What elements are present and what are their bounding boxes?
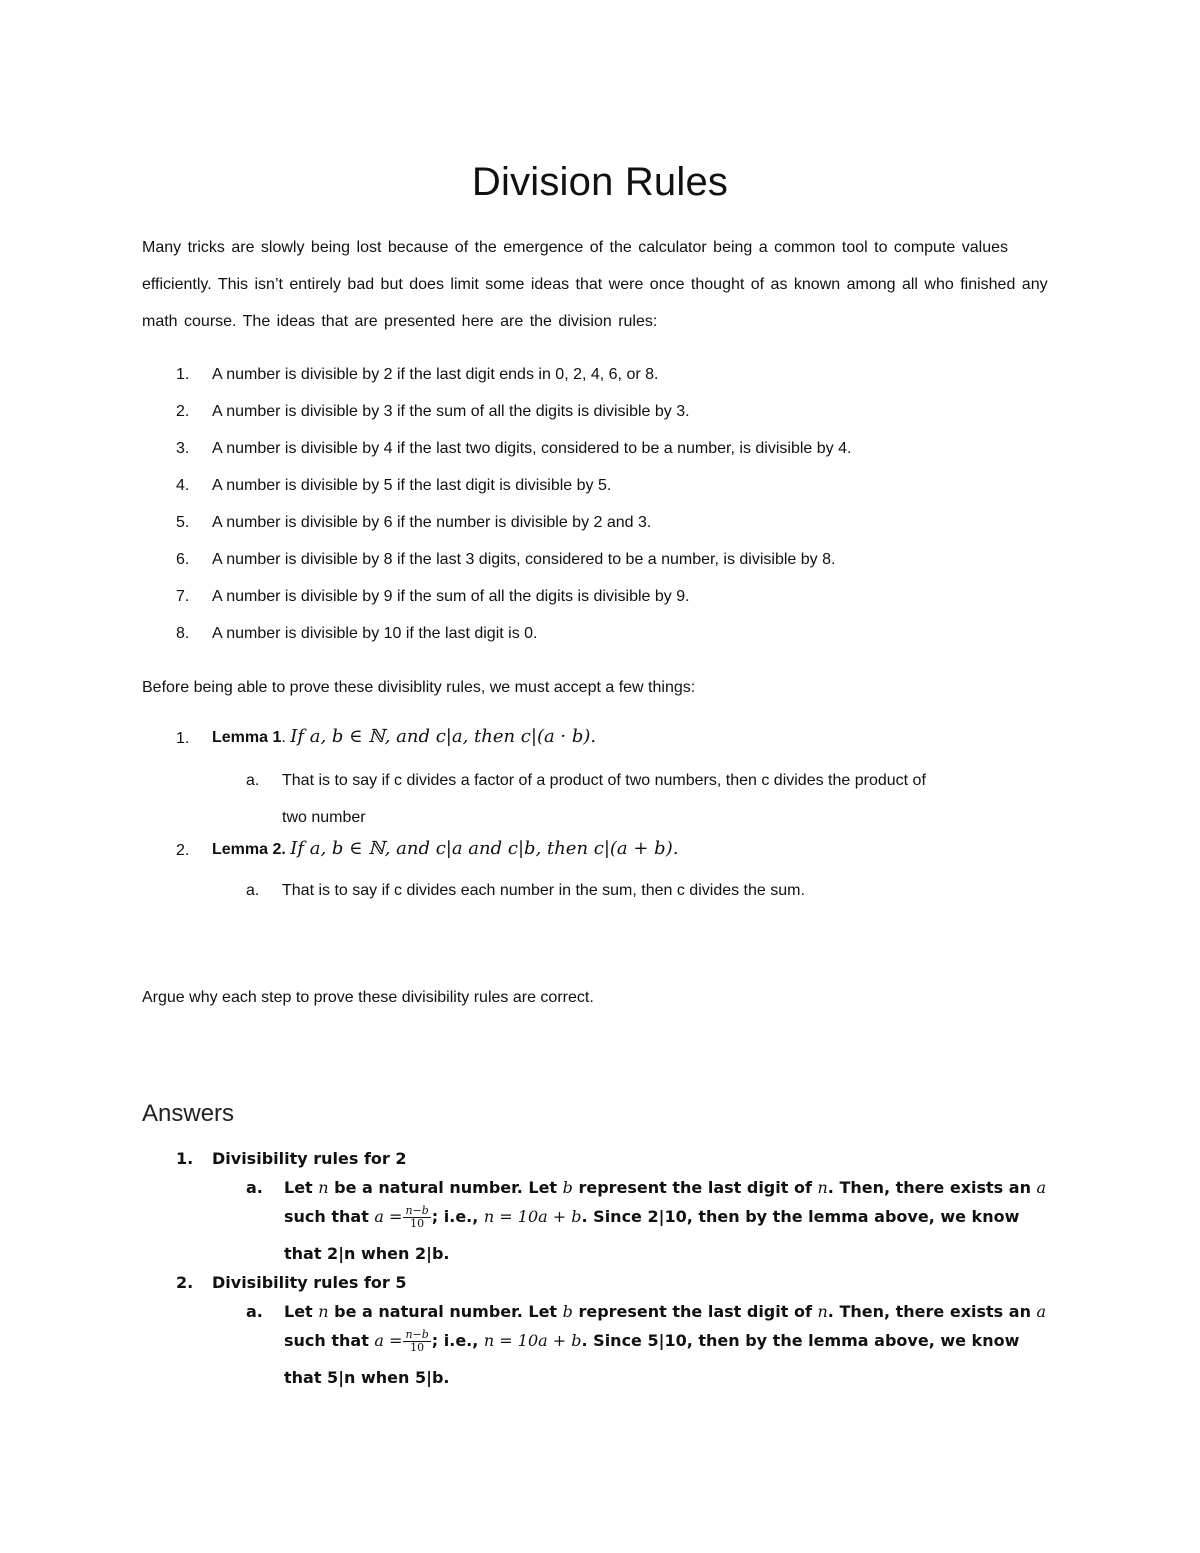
text-fragment: Let (284, 1302, 319, 1321)
list-number: 7. (176, 588, 190, 605)
sub-letter: a. (246, 1302, 263, 1321)
answer-heading: Divisibility rules for 2 (212, 1149, 407, 1168)
fraction-denominator: 10 (410, 1217, 425, 1230)
answer-line: that 5|n when 5|b. (284, 1368, 450, 1387)
math-var: n (817, 1302, 828, 1321)
math-expression: a = (374, 1331, 403, 1350)
explanation-line: That is to say if c divides each number in the sum, then c divides the sum. (282, 882, 805, 899)
list-number: 6. (176, 551, 190, 568)
text-fragment: represent the last digit of (572, 1178, 818, 1197)
lemma-heading (212, 838, 678, 859)
math-var: b (562, 1178, 573, 1197)
list-item (142, 467, 1062, 504)
list-item (142, 430, 1062, 467)
text-fragment: . Since 5|10, then by the lemma above, we know (581, 1331, 1020, 1350)
division-rules-list (142, 356, 1062, 652)
list-number: 8. (176, 625, 190, 642)
lemma-statement: If a, b ∈ ℕ, and c|a and c|b, then c|(a + b). (290, 838, 679, 859)
list-number: 1. (176, 1149, 194, 1168)
list-item (142, 615, 1062, 652)
lemma-explanation (246, 762, 926, 826)
answers-heading: Answers (142, 1100, 235, 1127)
intro-paragraph: Many tricks are slowly being lost because of the emergence of the calculator being a common tool to compute values efficiently. This isn’t entirely bad but does limit some ideas that were once thought of as known among all who finished any math course. The ideas that are presented here are the division rules: (142, 239, 1048, 330)
list-number: 3. (176, 440, 190, 457)
fraction-numerator: n−b (405, 1204, 429, 1217)
text-fragment: represent the last digit of (572, 1302, 818, 1321)
rule-text: A number is divisible by 4 if the last two digits, considered to be a number, is divisible by 4. (212, 440, 852, 457)
math-var: a (1036, 1302, 1047, 1321)
page-title: Division Rules (471, 160, 729, 204)
rule-text: A number is divisible by 2 if the last digit ends in 0, 2, 4, 6, or 8. (212, 366, 659, 383)
math-var: a (1036, 1178, 1047, 1197)
text-fragment: . Then, there exists an (827, 1302, 1037, 1321)
answer-line: that 2|n when 2|b. (284, 1244, 450, 1263)
text-fragment: . Since 2|10, then by the lemma above, we know (581, 1207, 1020, 1226)
rule-text: A number is divisible by 10 if the last digit is 0. (212, 625, 538, 642)
list-number: 1. (176, 366, 190, 383)
lemma-label: Lemma 2. (212, 841, 286, 858)
list-item (142, 393, 1062, 430)
rule-text: A number is divisible by 8 if the last 3 digits, considered to be a number, is divisible by 8. (212, 551, 836, 568)
rule-text: A number is divisible by 3 if the sum of all the digits is divisible by 3. (212, 403, 690, 420)
text-fragment: ; i.e., (431, 1207, 484, 1226)
math-var: n (318, 1302, 329, 1321)
before-paragraph: Before being able to prove these divisiblity rules, we must accept a few things: (142, 679, 696, 696)
answer-line (284, 1329, 1019, 1354)
explanation-line: two number (282, 809, 366, 826)
math-expression: a = (374, 1207, 403, 1226)
math-var: b (562, 1302, 573, 1321)
list-number: 1. (176, 730, 190, 747)
text-fragment: such that (284, 1207, 375, 1226)
explanation-line: That is to say if c divides a factor of a product of two numbers, then c divides the product of (282, 772, 926, 789)
answer-line (284, 1178, 1046, 1197)
list-number: 2. (176, 403, 190, 420)
sub-letter: a. (246, 882, 260, 899)
argue-paragraph: Argue why each step to prove these divisibility rules are correct. (142, 989, 594, 1006)
text-fragment: Let (284, 1178, 319, 1197)
list-item (142, 356, 1062, 393)
sub-letter: a. (246, 1178, 263, 1197)
lemma-statement: If a, b ∈ ℕ, and c|a, then c|(a · b). (290, 726, 597, 747)
text-fragment: be a natural number. Let (328, 1302, 563, 1321)
fraction-denominator: 10 (410, 1341, 425, 1354)
list-number: 2. (176, 1273, 194, 1292)
list-item (142, 578, 1062, 615)
rule-text: A number is divisible by 9 if the sum of all the digits is divisible by 9. (212, 588, 690, 605)
answer-line (284, 1205, 1019, 1230)
fraction (403, 1329, 430, 1354)
text-fragment: ; i.e., (431, 1331, 484, 1350)
list-item (142, 504, 1062, 541)
math-var: n (318, 1178, 329, 1197)
rule-text: A number is divisible by 5 if the last digit is divisible by 5. (212, 477, 612, 494)
lemma-separator: . (281, 729, 291, 746)
lemma-explanation (246, 872, 805, 909)
math-var: n (817, 1178, 828, 1197)
sub-letter: a. (246, 772, 260, 789)
answer-heading: Divisibility rules for 5 (212, 1273, 407, 1292)
math-expression: n = 10a + b (483, 1207, 582, 1226)
lemma-heading (212, 726, 596, 747)
text-fragment: be a natural number. Let (328, 1178, 563, 1197)
list-number: 5. (176, 514, 190, 531)
text-fragment: . Then, there exists an (827, 1178, 1037, 1197)
lemma-label: Lemma 1 (212, 729, 282, 746)
answer-line (284, 1302, 1046, 1321)
fraction-numerator: n−b (405, 1328, 429, 1341)
list-number: 2. (176, 842, 190, 859)
list-item (142, 541, 1062, 578)
rule-text: A number is divisible by 6 if the number is divisible by 2 and 3. (212, 514, 652, 531)
text-fragment: such that (284, 1331, 375, 1350)
fraction (403, 1205, 430, 1230)
math-expression: n = 10a + b (483, 1331, 582, 1350)
list-number: 4. (176, 477, 190, 494)
